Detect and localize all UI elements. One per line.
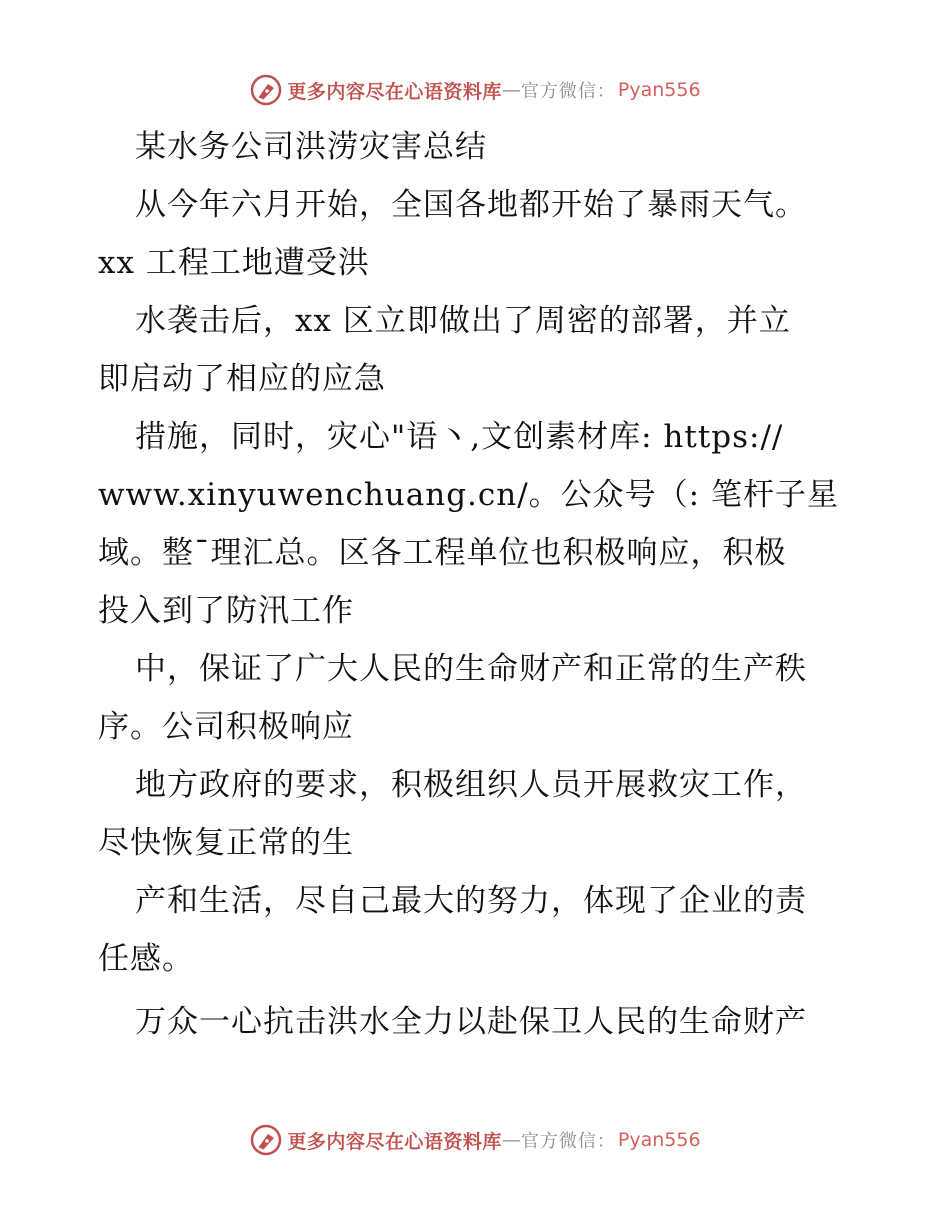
text-line: 中，保证了广大人民的生命财产和正常的生产秩 (135, 651, 807, 687)
text-line: xx 工程工地遭受洪 (98, 245, 370, 281)
text-line: 尽快恢复正常的生 (98, 825, 354, 861)
text-line: www.xinyuwenchuang.cn/。公众号（: 笔杆子星 (98, 477, 839, 513)
banner-wechat-id: Pyan556 (617, 1129, 701, 1151)
text-line: 任感。 (98, 941, 194, 977)
document-title: 某水务公司洪涝灾害总结 (135, 129, 487, 165)
banner-wechat-label: 官方微信： (520, 81, 616, 102)
pen-nib-logo-icon (249, 73, 283, 107)
header-banner (0, 68, 950, 112)
banner-wechat-id: Pyan556 (617, 79, 701, 101)
text-line: 产和生活，尽自己最大的努力，体现了企业的责 (135, 883, 807, 919)
banner-separator: — (501, 79, 521, 101)
text-line: 水袭击后，xx 区立即做出了周密的部署，并立 (135, 303, 791, 339)
pen-nib-logo-icon (249, 1123, 283, 1157)
footer-banner (0, 1118, 950, 1162)
banner-slogan: 更多内容尽在心语资料库 (287, 1130, 502, 1153)
text-line: 序。公司积极响应 (98, 709, 354, 745)
banner-slogan: 更多内容尽在心语资料库 (287, 80, 502, 103)
text-line: 投入到了防汛工作 (98, 593, 354, 629)
banner-wechat-label: 官方微信： (520, 1131, 616, 1152)
text-line: 即启动了相应的应急 (98, 361, 386, 397)
text-line: 域。整¯理汇总。区各工程单位也积极响应，积极 (98, 535, 787, 571)
text-line: 地方政府的要求，积极组织人员开展救灾工作， (135, 767, 807, 803)
banner-separator: — (501, 1129, 521, 1151)
text-line: 万众一心抗击洪水全力以赴保卫人民的生命财产 (135, 1004, 807, 1040)
text-line: 从今年六月开始，全国各地都开始了暴雨天气。 (135, 187, 807, 223)
text-line: 措施，同时，灾心"语丶,文创素材库: https:// (135, 419, 784, 455)
